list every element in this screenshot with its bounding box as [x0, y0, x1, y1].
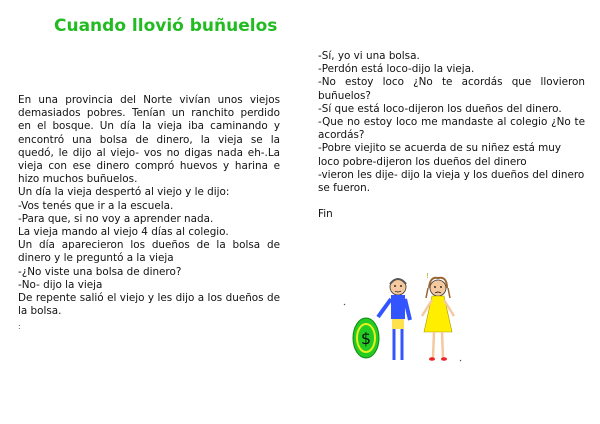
blank-line: [318, 195, 585, 208]
stray-mark: :: [18, 322, 21, 331]
story-left-column: [18, 94, 280, 318]
money-coin-icon: [353, 318, 379, 358]
coin-symbol: $: [360, 329, 372, 348]
paragraph: La vieja mando al viejo 4 días al colegio.: [18, 226, 229, 239]
paragraph: Un día la vieja despertó al viejo y le dijo:: [18, 186, 230, 199]
story-title: Cuando llovió buñuelos: [54, 16, 278, 36]
dialogue-line: -¿No viste una bolsa de dinero?: [18, 265, 182, 278]
story-right-column: [318, 50, 585, 222]
old-man-figure: [378, 279, 410, 360]
dialogue-line: -Para que, si no voy a aprender nada.: [18, 212, 214, 225]
paragraph: De repente salió el viejo y les dijo a los dueños de la bolsa.: [18, 292, 280, 318]
dialogue-line: -Sí, yo vi una bolsa.: [318, 50, 420, 62]
dialogue-line: -No- dijo la vieja: [18, 278, 103, 291]
dialogue-line: -vieron les dije- dijo la vieja y los dueños del dinero se fueron.: [318, 168, 585, 195]
dialogue-line: -Perdón está loco-dijo la vieja.: [318, 63, 475, 76]
ending-text: Fin: [318, 208, 333, 221]
dialogue-line: -Sí que está loco-dijeron los dueños del dinero.: [318, 102, 562, 115]
dialogue-line: -Vos tenés que ir a la escuela.: [18, 199, 174, 212]
dialogue-line: -Pobre viejito se acuerda de su niñez está muy loco pobre-dijeron los dueños del dinero: [318, 142, 562, 168]
illustration: [336, 270, 476, 366]
old-woman-figure: [422, 272, 454, 361]
dialogue-line: -No estoy loco ¿No te acordás que llovieron buñuelos?: [318, 76, 585, 102]
svg-text:!: !: [426, 272, 429, 280]
paragraph: Un día aparecieron los dueños de la bolsa de dinero y le preguntó a la vieja: [18, 239, 280, 265]
paragraph: En una provincia del Norte vivían unos viejos demasiados pobres. Tenían un ranchito perdido en el bosque. Un día la vieja iba caminando y encontró una bolsa de dinero, la vieja se la quedó, le dijo al viejo- vos no digas nada eh-.La vieja con ese dinero compró huevos y harina e hizo muchos buñuelos.: [18, 94, 280, 186]
dialogue-line: -Que no estoy loco me mandaste al colegio ¿No te acordás?: [318, 116, 585, 142]
